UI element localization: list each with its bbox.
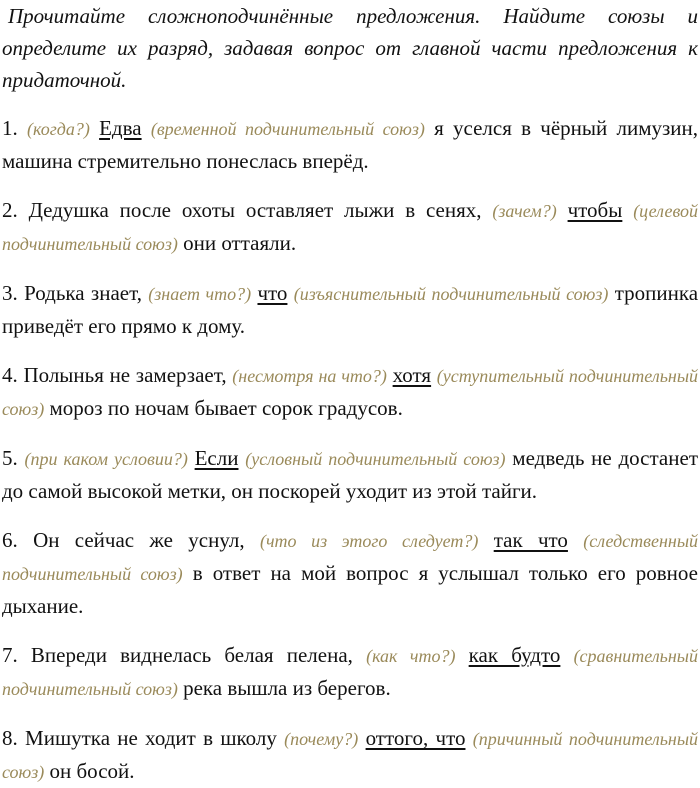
conjunction: Едва	[99, 116, 142, 140]
subordinate-clause: река вышла из берегов.	[183, 676, 391, 700]
sentence-number: 8.	[2, 726, 18, 750]
subordinate-clause: я уселся в чёрный лимузин, машина стремительно понеслась вперёд.	[2, 116, 699, 173]
main-clause: Мишутка не ходит в школу	[25, 726, 277, 750]
sentence-number: 2.	[2, 198, 18, 222]
sentence-list	[2, 112, 698, 788]
conjunction: оттого, что	[365, 726, 466, 750]
main-clause: Дедушка после охоты оставляет лыжи в сенях,	[28, 198, 482, 222]
conjunction-type: (сравнительный подчинительный союз)	[2, 646, 698, 699]
task-instruction: Прочитайте сложноподчинённые предложения. Найдите союзы и определите их разряд, задавая вопрос от главной части предложения к придаточной.	[2, 4, 698, 92]
question: (почему?)	[284, 729, 359, 749]
sentence-item	[2, 194, 698, 260]
conjunction-type: (временной подчинительный союз)	[150, 119, 425, 139]
sentence-item	[2, 359, 698, 425]
question: (знает что?)	[148, 284, 252, 304]
conjunction: Если	[194, 446, 239, 470]
sentence-number: 3.	[2, 281, 18, 305]
conjunction: хотя	[392, 363, 432, 387]
conjunction-type: (уступительный подчинительный союз)	[2, 366, 699, 419]
sentence-number: 5.	[2, 446, 18, 470]
question: (зачем?)	[492, 201, 557, 221]
question: (что из этого следует?)	[259, 531, 479, 551]
conjunction-type: (причинный подчинительный союз)	[2, 729, 699, 782]
subordinate-clause: в ответ на мой вопрос я услышал только его ровное дыхание.	[2, 561, 698, 618]
conjunction: так что	[493, 528, 568, 552]
subordinate-clause: мороз по ночам бывает сорок градусов.	[49, 396, 403, 420]
conjunction-type: (условный подчинительный союз)	[245, 449, 506, 469]
sentence-item	[2, 524, 698, 622]
main-clause: Впереди виднелась белая пелена,	[30, 643, 353, 667]
conjunction: как будто	[468, 643, 561, 667]
main-clause: Полынья не замерзает,	[23, 363, 227, 387]
conjunction-type: (целевой подчинительный союз)	[2, 201, 699, 254]
subordinate-clause: тропинка приведёт его прямо к дому.	[2, 281, 699, 338]
main-clause: Он сейчас же уснул,	[33, 528, 245, 552]
subordinate-clause: он босой.	[49, 759, 135, 783]
sentence-item	[2, 722, 698, 788]
sentence-item	[2, 112, 698, 177]
question: (несмотря на что?)	[232, 366, 387, 386]
sentence-number: 4.	[2, 363, 18, 387]
conjunction: что	[257, 281, 288, 305]
question: (как что?)	[366, 646, 456, 666]
sentence-number: 1.	[2, 116, 18, 140]
conjunction-type: (изъяснительный подчинительный союз)	[293, 284, 609, 304]
conjunction: чтобы	[567, 198, 623, 222]
subordinate-clause: медведь не достанет до самой высокой метки, он поскорей уходит из этой тайги.	[2, 446, 698, 503]
subordinate-clause: они оттаяли.	[183, 231, 297, 255]
sentence-number: 7.	[2, 643, 18, 667]
question: (когда?)	[27, 119, 90, 139]
sentence-item	[2, 639, 698, 705]
conjunction-type: (следственный подчинительный союз)	[2, 531, 699, 584]
sentence-item	[2, 442, 698, 507]
sentence-number: 6.	[2, 528, 18, 552]
sentence-item	[2, 277, 698, 342]
question: (при каком условии?)	[24, 449, 188, 469]
main-clause: Родька знает,	[24, 281, 142, 305]
